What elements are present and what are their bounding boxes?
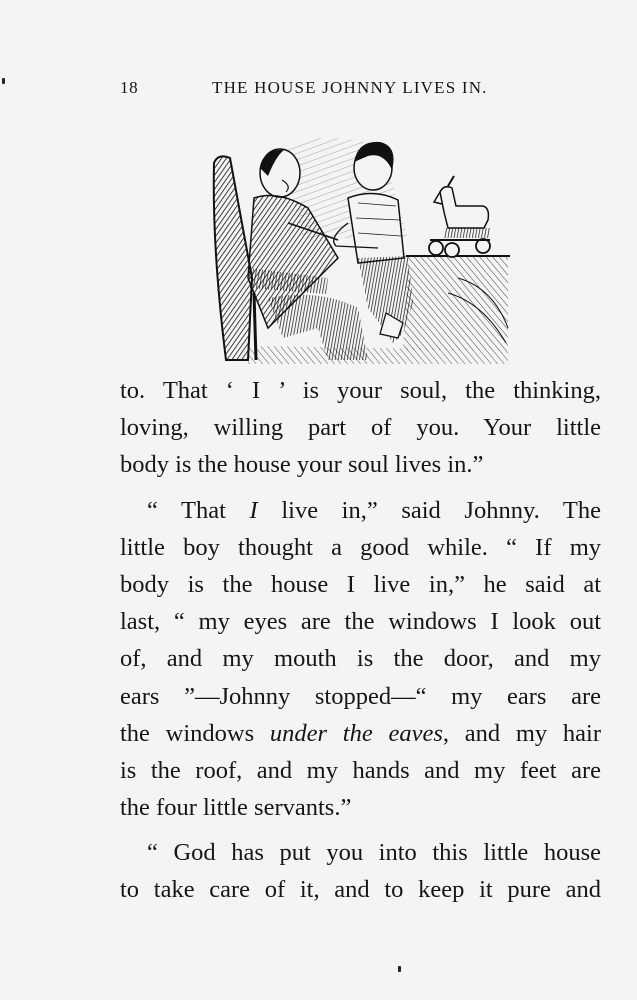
text-line-12: the four little servants.” xyxy=(120,794,352,822)
text-fragment: live in,” said Johnny. The xyxy=(257,496,601,524)
text-line-9: ears ”—Johnny stopped—“ my ears are xyxy=(120,682,601,710)
body-text xyxy=(120,372,601,909)
text-line-8: of, and my mouth is the door, and my xyxy=(120,645,601,673)
text-fragment: , and my hair xyxy=(442,719,601,747)
scan-speck xyxy=(2,78,5,84)
text-line-2: loving, willing part of you. Your little xyxy=(120,414,601,442)
page-header xyxy=(120,78,600,102)
text-line-5: little boy thought a good while. “ If my xyxy=(120,533,601,561)
running-head: THE HOUSE JOHNNY LIVES IN. xyxy=(212,78,488,97)
man-boy-toy-horse-icon xyxy=(208,128,518,366)
text-line-6: body is the house I live in,” he said at xyxy=(120,570,601,598)
text-line-1: to. That ‘ I ’ is your soul, the thinking, xyxy=(120,377,601,404)
scan-speck xyxy=(398,966,401,972)
italic-fragment: under the eaves xyxy=(269,719,443,747)
text-line-11: is the roof, and my hands and my feet are xyxy=(120,756,601,784)
engraving-illustration xyxy=(208,128,518,366)
text-line-7: last, “ my eyes are the windows I look out xyxy=(120,608,601,636)
text-line-4 xyxy=(120,492,601,529)
text-line-14: to take care of it, and to keep it pure and xyxy=(120,876,601,904)
text-fragment: “ That xyxy=(147,496,250,524)
text-fragment: the windows xyxy=(120,719,270,747)
text-line-10 xyxy=(120,715,601,752)
italic-fragment: I xyxy=(249,496,258,524)
page-number: 18 xyxy=(120,78,139,97)
text-line-3: body is the house your soul lives in.” xyxy=(120,451,484,479)
text-line-13: “ God has put you into this little house xyxy=(147,839,601,867)
